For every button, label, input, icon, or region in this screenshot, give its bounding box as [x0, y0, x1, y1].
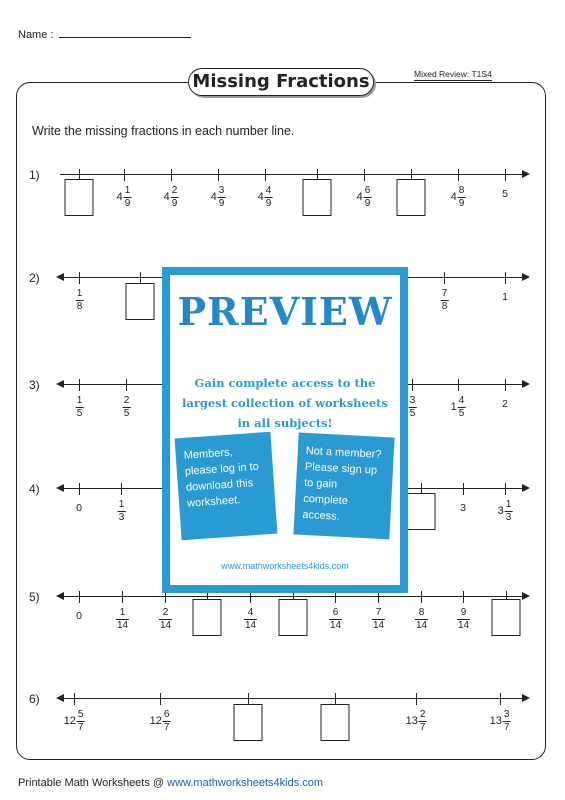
tick	[500, 693, 501, 705]
tick	[444, 272, 445, 284]
tick-label: 2	[502, 398, 508, 410]
number-line-arrow-right	[522, 694, 530, 702]
answer-box[interactable]	[65, 179, 94, 216]
tick	[505, 483, 506, 495]
tick-label: 0	[76, 610, 82, 622]
tick	[505, 272, 506, 284]
tick	[79, 591, 80, 603]
footer	[18, 777, 323, 789]
tick-label: $\frac{8}{14}$	[415, 607, 428, 631]
tick-label: $\frac{1}{3}$	[118, 499, 125, 523]
tick	[79, 379, 80, 391]
name-label: Name :	[18, 29, 54, 41]
tick-label: 4 $\frac{2}{9}$	[163, 185, 178, 209]
tick	[463, 483, 464, 495]
tick-label: $\frac{1}{8}$	[76, 288, 83, 312]
number-line-arrow-right	[522, 380, 530, 388]
tick	[265, 169, 266, 181]
tick	[364, 169, 365, 181]
tick-label: 4 $\frac{4}{9}$	[257, 185, 272, 209]
tick	[79, 272, 80, 284]
tick-label: $\frac{7}{8}$	[441, 288, 448, 312]
tick-label: $\frac{1}{14}$	[116, 607, 129, 631]
members-login-card[interactable]: Members, please log in to download this worksheet.	[175, 432, 278, 540]
tick-label: $\frac{9}{14}$	[457, 607, 470, 631]
instruction-text: Write the missing fractions in each number line.	[32, 124, 295, 138]
tick	[79, 483, 80, 495]
preview-url-link[interactable]: www.mathworksheets4kids.com	[221, 561, 349, 571]
tick-label: 4 $\frac{8}{9}$	[450, 185, 465, 209]
tick	[124, 169, 125, 181]
tick-label: 4 $\frac{1}{9}$	[116, 185, 131, 209]
tick	[160, 693, 161, 705]
tick-label: $\frac{3}{5}$	[409, 395, 416, 419]
tick-label: 1 $\frac{4}{5}$	[450, 395, 465, 419]
tick-label: 0	[76, 502, 82, 514]
tick	[74, 693, 75, 705]
answer-box[interactable]	[397, 179, 426, 216]
problem-1	[0, 168, 565, 238]
answer-box[interactable]	[234, 704, 263, 741]
answer-box[interactable]	[321, 704, 350, 741]
tick-label: 12 $\frac{6}{7}$	[149, 709, 170, 733]
problem-number: 5)	[29, 590, 40, 604]
tick	[505, 379, 506, 391]
tick-label: 5	[502, 188, 508, 200]
tick	[505, 169, 506, 181]
tick	[121, 483, 122, 495]
tick-label: $\frac{1}{5}$	[76, 395, 83, 419]
preview-subtitle: Gain complete access to the largest collection of worksheets in all subjects!	[182, 376, 388, 430]
tick-label: 3 $\frac{1}{3}$	[497, 499, 512, 523]
answer-box[interactable]	[193, 599, 222, 636]
tick-label: 3	[460, 502, 466, 514]
tick-label: 4 $\frac{3}{9}$	[210, 185, 225, 209]
name-blank-line	[59, 28, 191, 38]
name-field	[18, 28, 191, 41]
problem-number: 6)	[29, 692, 40, 706]
number-line-arrow-right	[522, 273, 530, 281]
tick	[458, 379, 459, 391]
tick-label: 1	[502, 291, 508, 303]
tick	[458, 169, 459, 181]
tick-label: 13 $\frac{2}{7}$	[405, 709, 426, 733]
tick	[171, 169, 172, 181]
preview-overlay	[162, 267, 408, 593]
problem-number: 4)	[29, 482, 40, 496]
number-line	[60, 174, 526, 175]
tick	[421, 591, 422, 603]
answer-box[interactable]	[492, 599, 521, 636]
problem-number: 1)	[29, 168, 40, 182]
footer-site-link[interactable]: www.mathworksheets4kids.com	[167, 777, 324, 789]
tick	[126, 379, 127, 391]
answer-box[interactable]	[279, 599, 308, 636]
answer-box[interactable]	[407, 493, 436, 530]
mixed-review-label: Mixed Review: T1S4	[414, 69, 492, 79]
tick-label: 12 $\frac{5}{7}$	[63, 709, 84, 733]
tick-label: $\frac{4}{14}$	[244, 607, 257, 631]
tick	[218, 169, 219, 181]
tick-label: 4 $\frac{6}{9}$	[356, 185, 371, 209]
number-line-arrow-right	[522, 592, 530, 600]
tick-label: $\frac{2}{5}$	[123, 395, 130, 419]
tick	[412, 379, 413, 391]
worksheet-title: Missing Fractions	[188, 68, 374, 96]
problem-number: 3)	[29, 378, 40, 392]
answer-box[interactable]	[303, 179, 332, 216]
tick-label: $\frac{2}{14}$	[159, 607, 172, 631]
number-line-arrow-right	[522, 484, 530, 492]
footer-prefix: Printable Math Worksheets @	[18, 777, 168, 789]
tick-label: 13 $\frac{3}{7}$	[489, 709, 510, 733]
problem-6	[0, 692, 565, 762]
tick-label: $\frac{7}{14}$	[372, 607, 385, 631]
answer-box[interactable]	[126, 283, 155, 320]
number-line	[60, 698, 526, 699]
preview-title: PREVIEW	[177, 289, 393, 334]
problem-5	[0, 590, 565, 660]
tick	[463, 591, 464, 603]
number-line-arrow-right	[522, 170, 530, 178]
signup-card[interactable]: Not a member? Please sign up to gain complete access.	[293, 433, 394, 540]
problem-number: 2)	[29, 271, 40, 285]
tick-label: $\frac{6}{14}$	[329, 607, 342, 631]
tick	[122, 591, 123, 603]
tick	[416, 693, 417, 705]
